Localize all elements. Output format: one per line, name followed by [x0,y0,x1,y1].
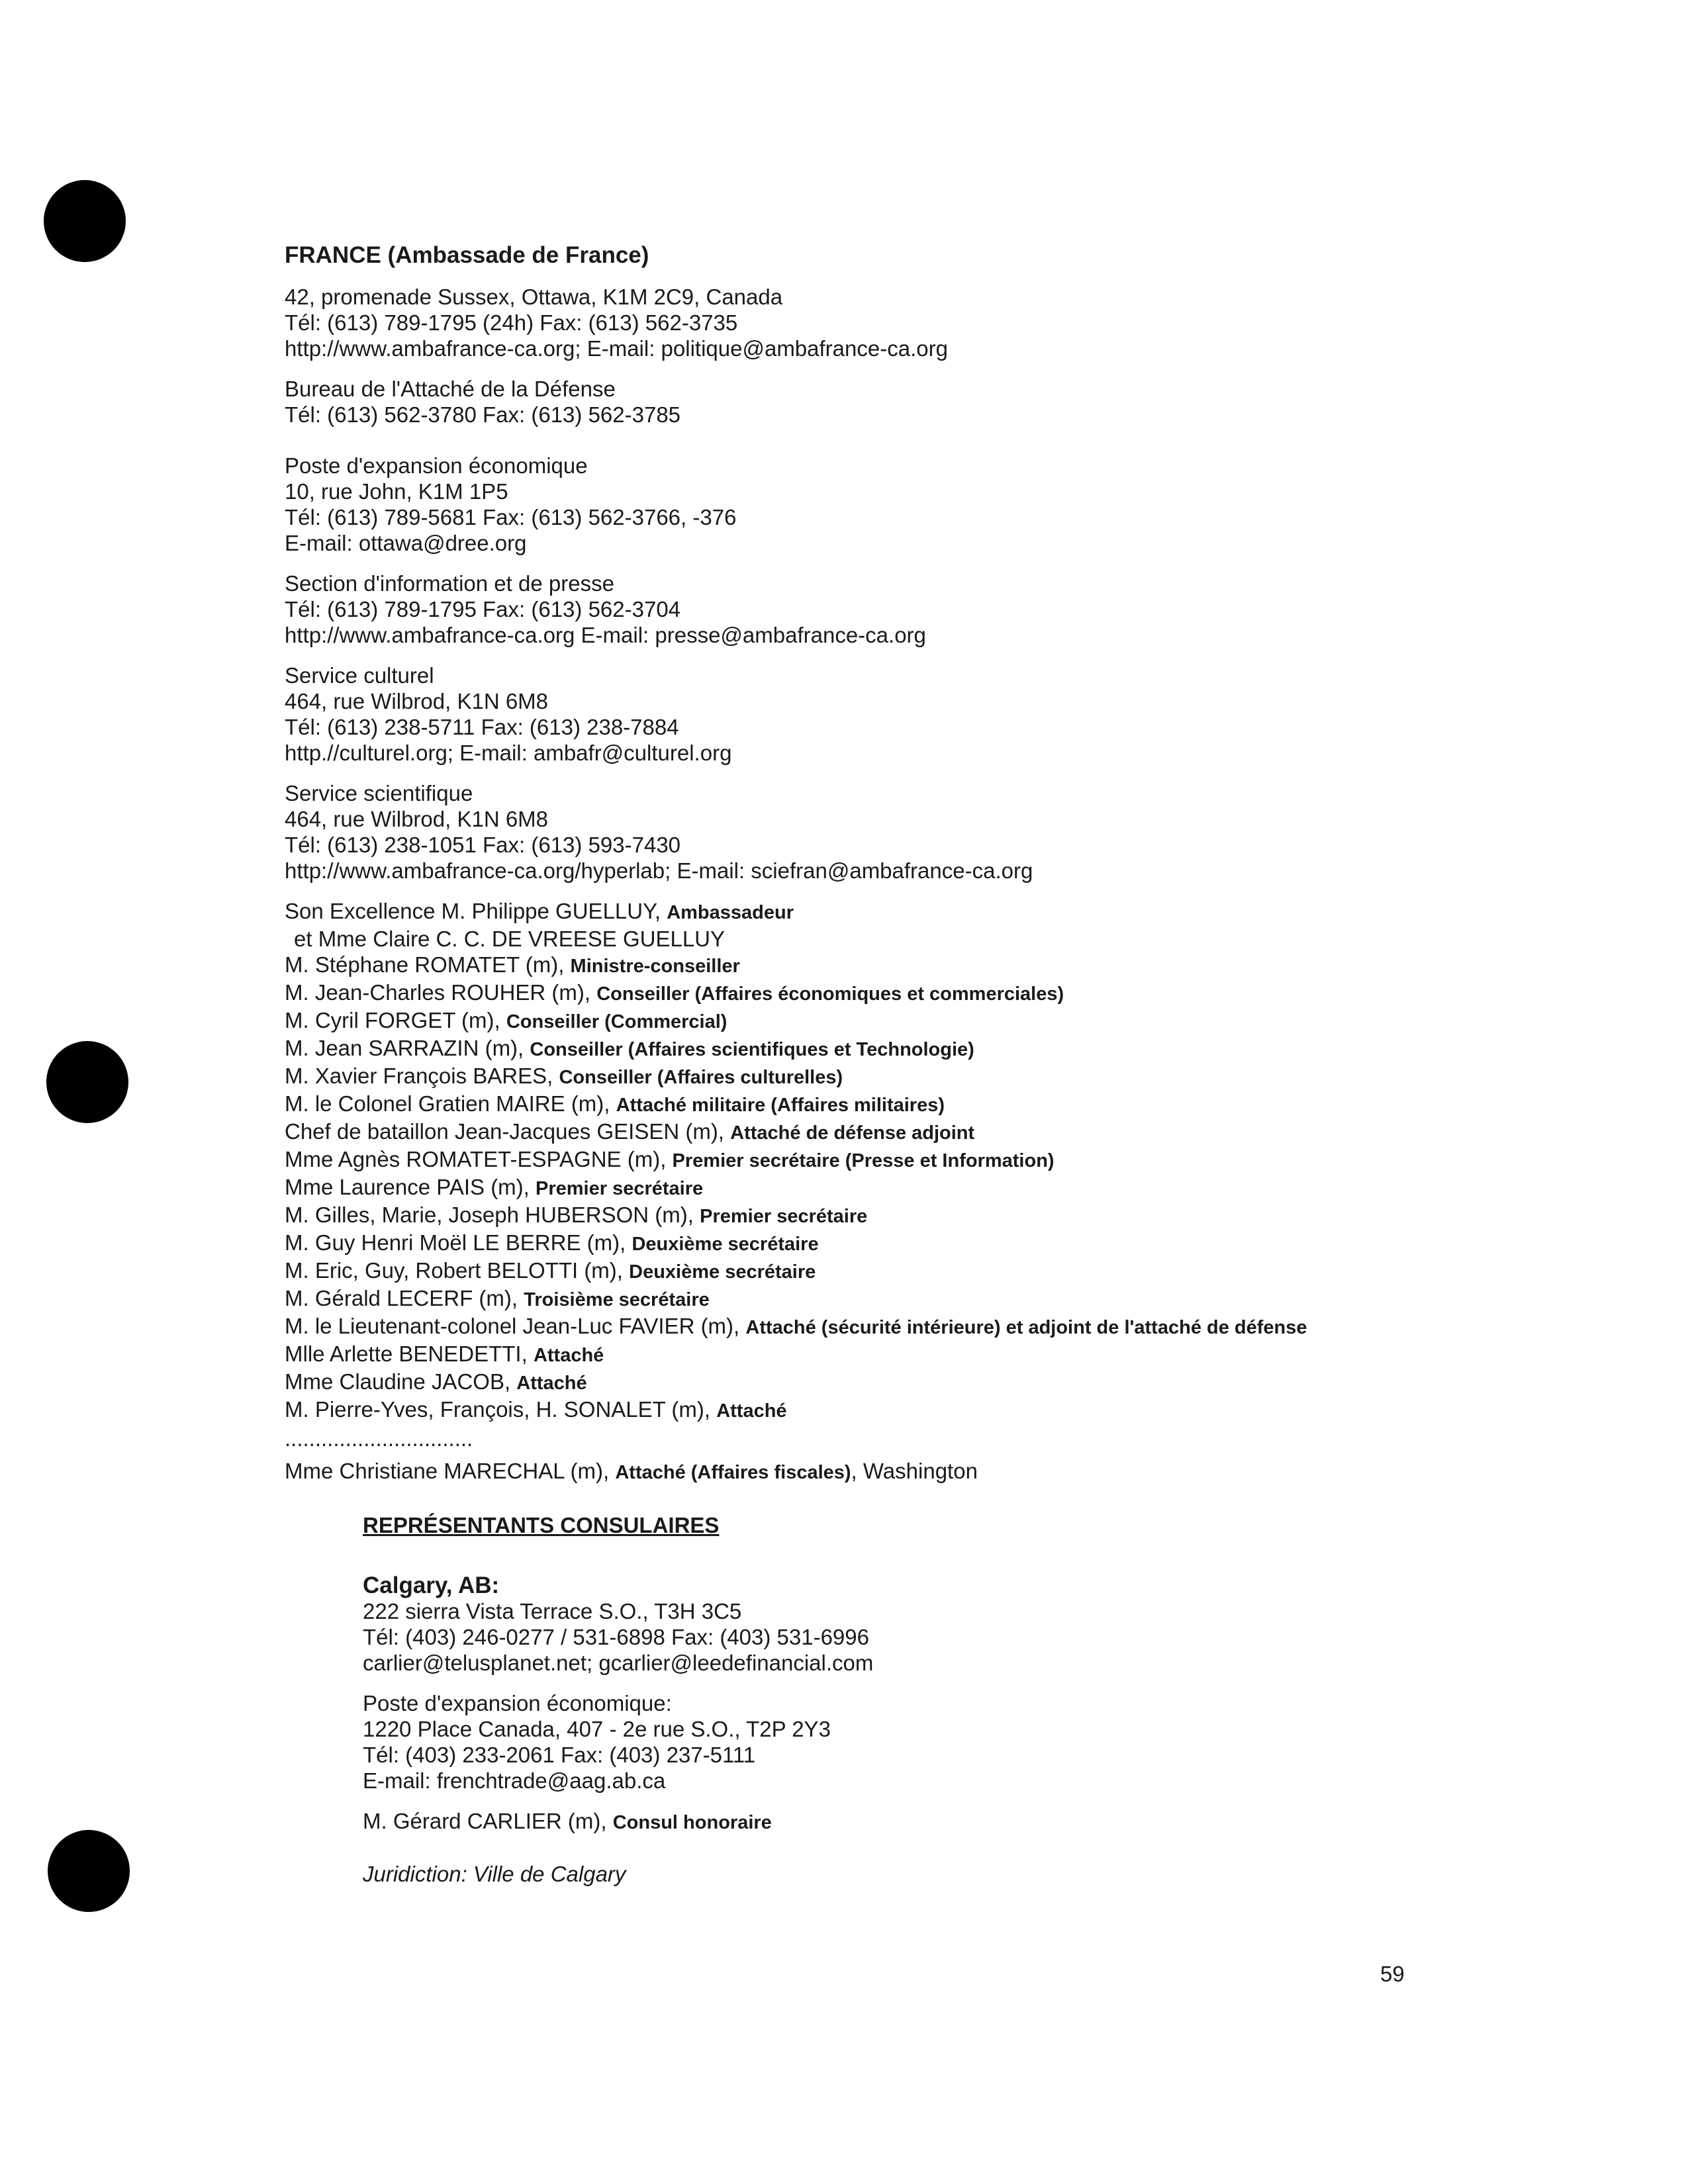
press-block [285,570,1542,648]
staff-title: Ministre-conseiller [570,956,740,977]
scientific-address: 464, rue Wilbrod, K1N 6M8 [285,807,549,831]
web-email-line: http://www.ambafrance-ca.org; E-mail: politique@ambafrance-ca.org [285,336,948,361]
staff-name: M. le Lieutenant-colonel Jean-Luc FAVIER (m), [285,1314,746,1338]
staff-name: Mme Laurence PAIS (m), [285,1175,536,1199]
staff-name: M. Jean SARRAZIN (m), [285,1036,530,1060]
staff-title: Conseiller (Commercial) [506,1011,727,1032]
staff-name: M. Cyril FORGET (m), [285,1008,506,1032]
staff-entry [285,1035,1542,1063]
staff-title: Attaché [516,1373,587,1394]
phone-line: Tél: (613) 789-1795 (24h) Fax: (613) 562-3735 [285,310,738,335]
staff-entry [285,1091,1542,1118]
staff-title: Attaché [533,1345,604,1366]
scientific-phone: Tél: (613) 238-1051 Fax: (613) 593-7430 [285,833,681,857]
staff-title: Premier secrétaire [536,1178,704,1199]
economic-phone: Tél: (613) 789-5681 Fax: (613) 562-3766, -376 [285,505,737,529]
calgary-block [363,1572,1488,1676]
jurisdiction: Juridiction: Ville de Calgary [363,1862,626,1886]
economic-address: 10, rue John, K1M 1P5 [285,479,508,504]
cultural-web: http.//culturel.org; E-mail: ambafr@culturel.org [285,741,732,765]
staff-entry [285,1118,1542,1146]
consul-title: Consul honoraire [612,1812,772,1833]
staff-entry [285,1257,1542,1285]
staff-title: Ambassadeur [667,902,794,923]
economic-block [285,453,1542,556]
staff-name: Chef de bataillon Jean-Jacques GEISEN (m), [285,1119,731,1144]
staff-name: Mlle Arlette BENEDETTI, [285,1342,534,1366]
staff-name: M. Pierre-Yves, François, H. SONALET (m), [285,1397,717,1422]
main-contact-block [285,284,1542,361]
press-web: http://www.ambafrance-ca.org E-mail: presse@ambafrance-ca.org [285,623,926,647]
staff-name: Mme Claudine JACOB, [285,1369,517,1394]
defense-phone: Tél: (613) 562-3780 Fax: (613) 562-3785 [285,402,681,427]
staff-name: et Mme Claire C. C. DE VREESE GUELLUY [294,927,726,951]
embassy-title: FRANCE (Ambassade de France) [285,242,649,268]
staff-title: Attaché (sécurité intérieure) et adjoint de l'attaché de défense [745,1317,1307,1338]
calgary-email: carlier@telusplanet.net; gcarlier@leedefinancial.com [363,1651,874,1675]
staff-title: Attaché (Affaires fiscales) [615,1462,851,1483]
calgary-economic-address: 1220 Place Canada, 407 - 2e rue S.O., T2P 2Y3 [363,1717,831,1741]
cultural-phone: Tél: (613) 238-5711 Fax: (613) 238-7884 [285,715,679,739]
staff-entry [285,926,1542,952]
scientific-block [285,780,1542,884]
scientific-name: Service scientifique [285,781,473,805]
staff-entry [285,1313,1542,1341]
staff-name: M. Eric, Guy, Robert BELOTTI (m), [285,1258,630,1283]
staff-name: M. Xavier François BARES, [285,1064,559,1088]
staff-entry [285,898,1542,926]
consular-heading: REPRÉSENTANTS CONSULAIRES [363,1513,720,1537]
staff-title: Conseiller (Affaires scientifiques et Technologie) [530,1039,974,1060]
consul-entry [363,1808,1488,1836]
staff-title: Conseiller (Affaires économiques et commerciales) [596,983,1064,1005]
scientific-web: http://www.ambafrance-ca.org/hyperlab; E-mail: sciefran@ambafrance-ca.org [285,858,1033,883]
calgary-economic-email: E-mail: frenchtrade@aag.ab.ca [363,1768,666,1793]
staff-entry [285,1063,1542,1091]
staff-title: Attaché [716,1400,787,1422]
staff-title: Deuxième secrétaire [629,1261,816,1283]
calgary-phone: Tél: (403) 246-0277 / 531-6898 Fax: (403) 531-6996 [363,1625,869,1649]
staff-name: M. Guy Henri Moël LE BERRE (m), [285,1230,632,1255]
staff-location: , Washington [851,1459,978,1483]
binder-hole-top [44,180,126,262]
staff-name: Son Excellence M. Philippe GUELLUY, [285,899,667,923]
staff-title: Premier secrétaire [700,1206,868,1227]
address-line: 42, promenade Sussex, Ottawa, K1M 2C9, Canada [285,285,783,309]
separator-dots: ............................... [285,1426,473,1451]
staff-title: Deuxième secrétaire [632,1234,819,1255]
staff-entry [285,1174,1542,1202]
binder-hole-middle [46,1041,128,1123]
binder-hole-bottom [48,1830,130,1912]
staff-title: Premier secrétaire (Presse et Information) [672,1150,1055,1171]
staff-name: M. le Colonel Gratien MAIRE (m), [285,1091,616,1116]
page-number: 59 [1380,1962,1405,1986]
defense-office-name: Bureau de l'Attaché de la Défense [285,377,616,401]
staff-title: Troisième secrétaire [524,1289,710,1310]
staff-name: M. Jean-Charles ROUHER (m), [285,980,597,1005]
staff-entry [285,1202,1542,1230]
staff-title: Attaché de défense adjoint [730,1122,975,1144]
economic-name: Poste d'expansion économique [285,453,588,478]
cultural-name: Service culturel [285,663,434,688]
staff-list [285,898,1542,1424]
consul-name: M. Gérard CARLIER (m), [363,1809,613,1833]
calgary-address: 222 sierra Vista Terrace S.O., T3H 3C5 [363,1599,742,1623]
calgary-economic-block [363,1690,1488,1794]
staff-entry [285,952,1542,979]
staff-title: Attaché militaire (Affaires militaires) [616,1095,945,1116]
staff-entry [285,1369,1542,1396]
staff-title: Conseiller (Affaires culturelles) [559,1067,843,1088]
staff-entry [285,1146,1542,1174]
calgary-economic-name: Poste d'expansion économique: [363,1691,672,1715]
embassy-section [285,242,1542,1486]
staff-name: M. Gilles, Marie, Joseph HUBERSON (m), [285,1203,700,1227]
staff-entry [285,1396,1542,1424]
staff-name: M. Gérald LECERF (m), [285,1286,524,1310]
staff-entry [285,1341,1542,1369]
economic-email: E-mail: ottawa@dree.org [285,531,527,555]
staff-name: M. Stéphane ROMATET (m), [285,952,571,977]
staff-name: Mme Christiane MARECHAL (m), [285,1459,616,1483]
cultural-address: 464, rue Wilbrod, K1N 6M8 [285,689,549,713]
press-phone: Tél: (613) 789-1795 Fax: (613) 562-3704 [285,597,681,621]
defense-block [285,376,1542,428]
staff-entry [285,1230,1542,1257]
staff-entry [285,979,1542,1007]
staff-entry-washington [285,1458,1542,1486]
calgary-economic-phone: Tél: (403) 233-2061 Fax: (403) 237-5111 [363,1743,756,1767]
staff-entry [285,1007,1542,1035]
staff-name: Mme Agnès ROMATET-ESPAGNE (m), [285,1147,673,1171]
staff-entry [285,1285,1542,1313]
press-name: Section d'information et de presse [285,571,614,596]
city-heading: Calgary, AB: [363,1572,500,1598]
cultural-block [285,662,1542,766]
consular-section [363,1512,1488,1887]
